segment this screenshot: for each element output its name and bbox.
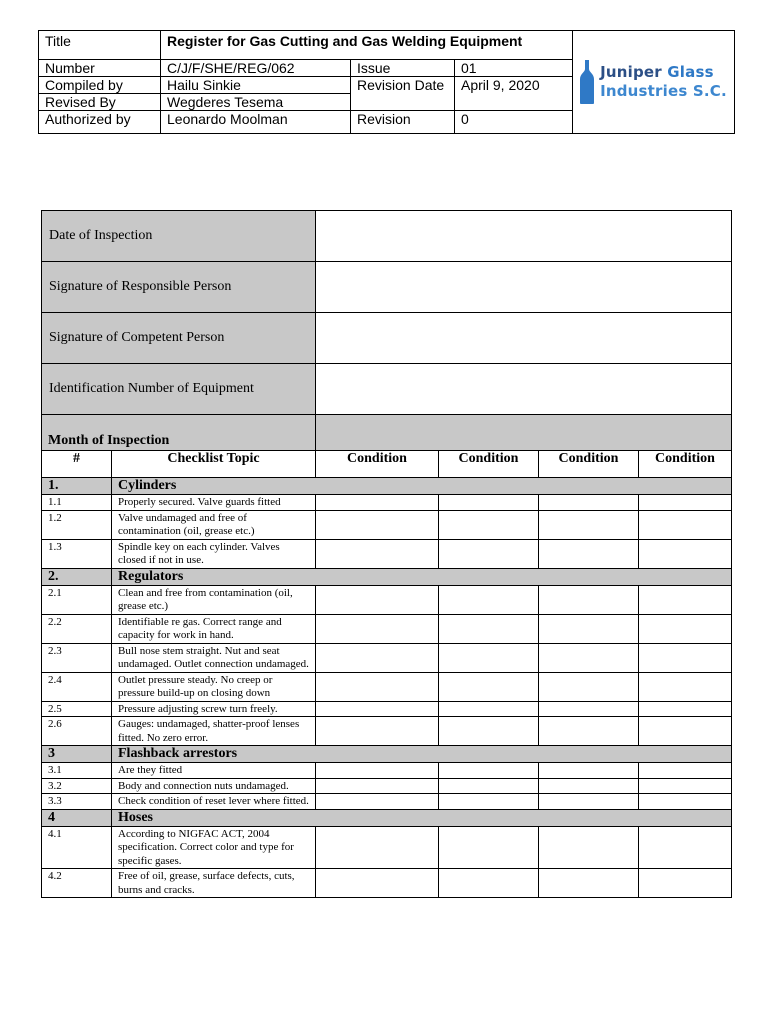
- condition-cell-4[interactable]: [639, 585, 732, 614]
- checklist-row: [42, 826, 732, 869]
- checklist-item-text: Properly secured. Valve guards fitted: [112, 495, 316, 511]
- checklist-row: [42, 717, 732, 746]
- revision-date-value: April 9, 2020: [455, 77, 573, 111]
- condition-cell-1[interactable]: [316, 510, 439, 539]
- month-of-inspection-label: Month of Inspection: [42, 415, 316, 451]
- section-header-row: [42, 809, 732, 826]
- title-label: Title: [39, 31, 161, 60]
- condition-cell-1[interactable]: [316, 495, 439, 511]
- compiled-value: Hailu Sinkie: [161, 77, 351, 94]
- revision-label: Revision: [351, 111, 455, 134]
- section-number: 4: [42, 809, 112, 826]
- checklist-item-number: 2.1: [42, 585, 112, 614]
- authorized-value: Leonardo Moolman: [161, 111, 351, 134]
- condition-cell-2[interactable]: [439, 495, 539, 511]
- condition-cell-2[interactable]: [439, 794, 539, 810]
- condition-cell-1[interactable]: [316, 794, 439, 810]
- checklist-row: [42, 869, 732, 898]
- checklist-item-number: 1.1: [42, 495, 112, 511]
- date-of-inspection-label: Date of Inspection: [42, 211, 316, 262]
- revision-date-label: Revision Date: [351, 77, 455, 111]
- condition-cell-1[interactable]: [316, 643, 439, 672]
- condition-cell-3[interactable]: [539, 495, 639, 511]
- condition-cell-3[interactable]: [539, 826, 639, 869]
- condition-cell-4[interactable]: [639, 701, 732, 717]
- checklist-row: [42, 763, 732, 779]
- checklist-item-number: 3.3: [42, 794, 112, 810]
- condition-cell-4[interactable]: [639, 763, 732, 779]
- condition-cell-2[interactable]: [439, 672, 539, 701]
- checklist-item-number: 2.6: [42, 717, 112, 746]
- condition-cell-4[interactable]: [639, 495, 732, 511]
- condition-cell-2[interactable]: [439, 614, 539, 643]
- condition-cell-4[interactable]: [639, 869, 732, 898]
- condition-cell-3[interactable]: [539, 701, 639, 717]
- condition-cell-2[interactable]: [439, 778, 539, 794]
- section-title: Regulators: [112, 568, 732, 585]
- condition-cell-2[interactable]: [439, 510, 539, 539]
- condition-cell-2[interactable]: [439, 701, 539, 717]
- condition-cell-4[interactable]: [639, 510, 732, 539]
- condition-cell-3[interactable]: [539, 763, 639, 779]
- condition-cell-2[interactable]: [439, 585, 539, 614]
- condition-cell-2[interactable]: [439, 763, 539, 779]
- checklist-item-number: 1.2: [42, 510, 112, 539]
- checklist-row: [42, 539, 732, 568]
- equipment-id-label: Identification Number of Equipment: [42, 364, 316, 415]
- condition-cell-4[interactable]: [639, 614, 732, 643]
- section-header-row: [42, 746, 732, 763]
- condition-cell-3[interactable]: [539, 539, 639, 568]
- section-number: 1.: [42, 478, 112, 495]
- checklist-row: [42, 643, 732, 672]
- checklist-row: [42, 794, 732, 810]
- checklist-item-text: Free of oil, grease, surface defects, cuts, burns and cracks.: [112, 869, 316, 898]
- condition-cell-1[interactable]: [316, 778, 439, 794]
- condition-cell-4[interactable]: [639, 643, 732, 672]
- logo-text-juniper: Juniper: [600, 63, 668, 81]
- revised-label: Revised By: [39, 94, 161, 111]
- logo-cell: [573, 31, 735, 134]
- checklist-row: [42, 495, 732, 511]
- condition-cell-3[interactable]: [539, 778, 639, 794]
- condition-cell-3[interactable]: [539, 672, 639, 701]
- condition-cell-1[interactable]: [316, 539, 439, 568]
- condition-cell-2[interactable]: [439, 826, 539, 869]
- responsible-signature-label: Signature of Responsible Person: [42, 262, 316, 313]
- condition-cell-3[interactable]: [539, 614, 639, 643]
- number-label: Number: [39, 60, 161, 77]
- column-header-condition-1: Condition: [316, 451, 439, 478]
- condition-cell-3[interactable]: [539, 869, 639, 898]
- condition-cell-4[interactable]: [639, 826, 732, 869]
- issue-value: 01: [455, 60, 573, 77]
- condition-cell-1[interactable]: [316, 763, 439, 779]
- section-title: Flashback arrestors: [112, 746, 732, 763]
- condition-cell-3[interactable]: [539, 585, 639, 614]
- condition-cell-3[interactable]: [539, 717, 639, 746]
- condition-cell-4[interactable]: [639, 778, 732, 794]
- condition-cell-1[interactable]: [316, 585, 439, 614]
- month-of-inspection-field[interactable]: [316, 415, 732, 451]
- section-header-row: [42, 478, 732, 495]
- checklist-item-number: 4.2: [42, 869, 112, 898]
- checklist-item-number: 2.4: [42, 672, 112, 701]
- checklist-item-number: 2.5: [42, 701, 112, 717]
- checklist-row: [42, 585, 732, 614]
- checklist-item-number: 2.2: [42, 614, 112, 643]
- section-number: 2.: [42, 568, 112, 585]
- condition-cell-2[interactable]: [439, 869, 539, 898]
- checklist-row: [42, 701, 732, 717]
- column-header-condition-3: Condition: [539, 451, 639, 478]
- bottle-icon: [580, 59, 594, 105]
- authorized-label: Authorized by: [39, 111, 161, 134]
- condition-cell-2[interactable]: [439, 643, 539, 672]
- revision-value: 0: [455, 111, 573, 134]
- column-header-topic: Checklist Topic: [112, 451, 316, 478]
- section-number: 3: [42, 746, 112, 763]
- checklist-item-text: Spindle key on each cylinder. Valves closed if not in use.: [112, 539, 316, 568]
- condition-cell-4[interactable]: [639, 717, 732, 746]
- condition-cell-1[interactable]: [316, 701, 439, 717]
- checklist-item-text: Clean and free from contamination (oil, grease etc.): [112, 585, 316, 614]
- condition-cell-2[interactable]: [439, 717, 539, 746]
- column-header-number: #: [42, 451, 112, 478]
- inspection-register-table: [41, 210, 732, 898]
- equipment-id-field[interactable]: [316, 364, 732, 415]
- competent-signature-field[interactable]: [316, 313, 732, 364]
- condition-cell-2[interactable]: [439, 539, 539, 568]
- document-header: [38, 30, 735, 134]
- document-title: Register for Gas Cutting and Gas Welding Equipment: [161, 31, 573, 60]
- checklist-item-text: Check condition of reset lever where fitted.: [112, 794, 316, 810]
- condition-cell-4[interactable]: [639, 539, 732, 568]
- checklist-row: [42, 510, 732, 539]
- condition-cell-1[interactable]: [316, 826, 439, 869]
- responsible-signature-field[interactable]: [316, 262, 732, 313]
- checklist-item-text: Gauges: undamaged, shatter-proof lenses fitted. No zero error.: [112, 717, 316, 746]
- condition-cell-4[interactable]: [639, 794, 732, 810]
- section-title: Cylinders: [112, 478, 732, 495]
- section-header-row: [42, 568, 732, 585]
- checklist-item-text: Bull nose stem straight. Nut and seat undamaged. Outlet connection undamaged.: [112, 643, 316, 672]
- logo-text-industries: Industries S.C.: [600, 82, 727, 100]
- compiled-label: Compiled by: [39, 77, 161, 94]
- checklist-row: [42, 672, 732, 701]
- section-title: Hoses: [112, 809, 732, 826]
- condition-cell-3[interactable]: [539, 794, 639, 810]
- checklist-item-number: 1.3: [42, 539, 112, 568]
- condition-cell-1[interactable]: [316, 672, 439, 701]
- checklist-item-text: Identifiable re gas. Correct range and capacity for work in hand.: [112, 614, 316, 643]
- condition-cell-1[interactable]: [316, 869, 439, 898]
- revised-value: Wegderes Tesema: [161, 94, 351, 111]
- condition-cell-1[interactable]: [316, 614, 439, 643]
- checklist-item-text: Valve undamaged and free of contamination (oil, grease etc.): [112, 510, 316, 539]
- checklist-item-number: 4.1: [42, 826, 112, 869]
- checklist-row: [42, 778, 732, 794]
- checklist-row: [42, 614, 732, 643]
- condition-cell-4[interactable]: [639, 672, 732, 701]
- condition-cell-1[interactable]: [316, 717, 439, 746]
- logo-text-glass: Glass: [667, 63, 714, 81]
- competent-signature-label: Signature of Competent Person: [42, 313, 316, 364]
- checklist-item-number: 3.1: [42, 763, 112, 779]
- column-header-condition-4: Condition: [639, 451, 732, 478]
- checklist-item-number: 2.3: [42, 643, 112, 672]
- checklist-item-text: Pressure adjusting screw turn freely.: [112, 701, 316, 717]
- checklist-item-number: 3.2: [42, 778, 112, 794]
- checklist-item-text: According to NIGFAC ACT, 2004 specification. Correct color and type for specific gases.: [112, 826, 316, 869]
- checklist-item-text: Are they fitted: [112, 763, 316, 779]
- checklist-item-text: Outlet pressure steady. No creep or pressure build-up on closing down: [112, 672, 316, 701]
- company-logo: [573, 31, 734, 133]
- number-value: C/J/F/SHE/REG/062: [161, 60, 351, 77]
- condition-cell-3[interactable]: [539, 643, 639, 672]
- date-of-inspection-field[interactable]: [316, 211, 732, 262]
- column-header-condition-2: Condition: [439, 451, 539, 478]
- condition-cell-3[interactable]: [539, 510, 639, 539]
- issue-label: Issue: [351, 60, 455, 77]
- checklist-item-text: Body and connection nuts undamaged.: [112, 778, 316, 794]
